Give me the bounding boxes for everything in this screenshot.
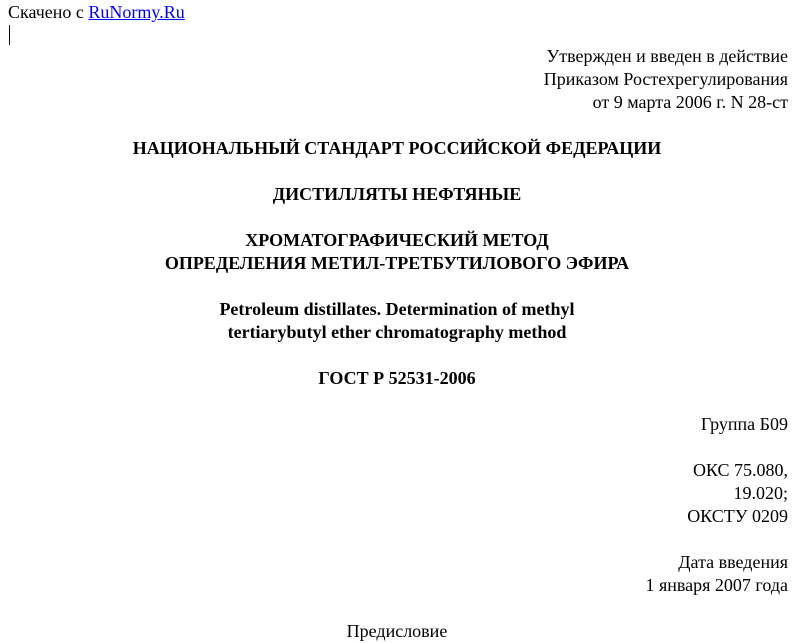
effective-date-block: [645, 551, 788, 597]
approval-line-2: Приказом Ростехрегулирования: [543, 69, 788, 89]
runormy-site-link[interactable]: RuNormy.Ru: [88, 2, 185, 22]
okstu-line: ОКСТУ 0209: [687, 506, 788, 526]
english-title-line-1: Petroleum distillates. Determination of methyl: [219, 299, 575, 319]
approval-block: [544, 45, 788, 114]
subject-text: ДИСТИЛЛЯТЫ НЕФТЯНЫЕ: [272, 184, 522, 204]
foreword-heading: [0, 620, 794, 643]
classification-codes-block: [687, 459, 788, 528]
english-title-line-2: tertiarybutyl ether chromatography method: [227, 322, 567, 342]
download-source-prefix: Скачено с: [8, 2, 84, 22]
foreword-text: Предисловие: [346, 621, 448, 641]
effective-date-label: Дата введения: [678, 552, 788, 572]
oks-line-1: ОКС 75.080,: [692, 460, 788, 480]
oks-line-2: 19.020;: [733, 483, 788, 503]
standard-type-heading: [0, 137, 794, 160]
gost-designation: [0, 367, 794, 390]
approval-line-3: от 9 марта 2006 г. N 28-ст: [592, 92, 788, 112]
subject-heading: [0, 183, 794, 206]
method-heading: [0, 229, 794, 275]
english-title: [0, 298, 794, 344]
effective-date-value: 1 января 2007 года: [645, 575, 788, 595]
text-cursor: [9, 25, 10, 45]
group-block: [701, 413, 788, 436]
group-text: Группа Б09: [700, 414, 788, 434]
standard-type-text: НАЦИОНАЛЬНЫЙ СТАНДАРТ РОССИЙСКОЙ ФЕДЕРАЦИИ: [132, 138, 662, 158]
method-line-2: ОПРЕДЕЛЕНИЯ МЕТИЛ-ТРЕТБУТИЛОВОГО ЭФИРА: [164, 253, 630, 273]
approval-line-1: Утвержден и введен в действие: [546, 46, 788, 66]
method-line-1: ХРОМАТОГРАФИЧЕСКИЙ МЕТОД: [245, 230, 549, 250]
gost-designation-text: ГОСТ Р 52531-2006: [318, 368, 476, 388]
download-source-line: [8, 2, 185, 22]
